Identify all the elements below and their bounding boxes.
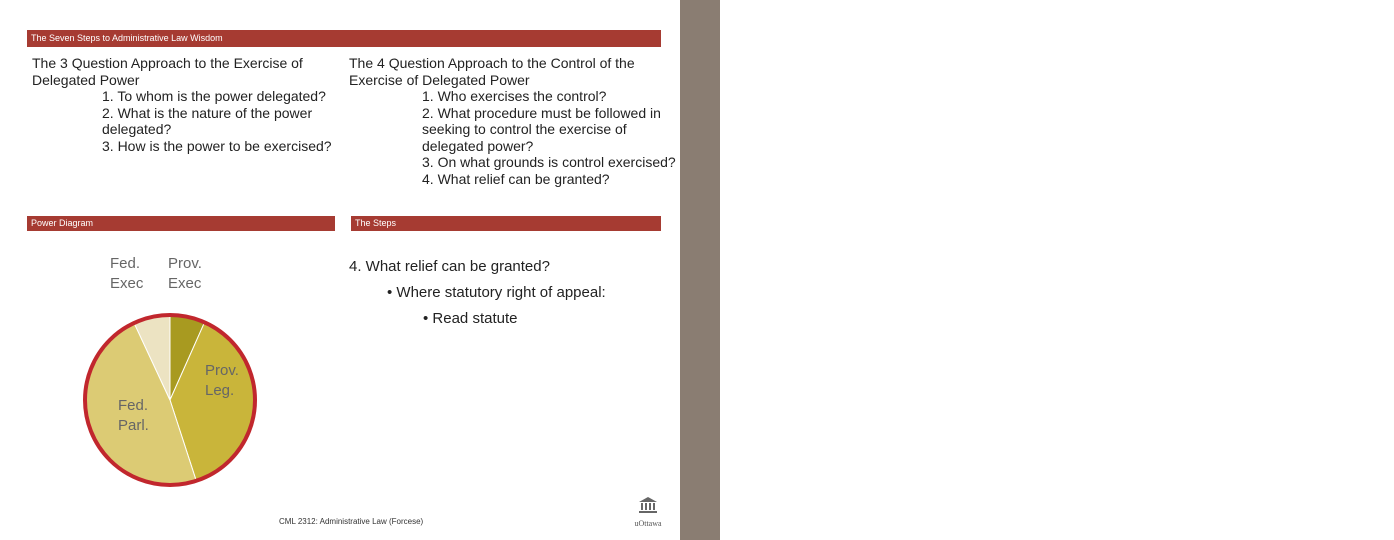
- right-item: 3. On what grounds is control exercised?: [422, 154, 676, 170]
- side-title: S etting the S tage: [900, 171, 1394, 190]
- steps-bar: [351, 216, 661, 231]
- power-diagram-bar: [27, 216, 335, 231]
- right-column: [349, 55, 679, 187]
- steps-line: • Read statute: [423, 310, 518, 327]
- left-item: 1. To whom is the power delegated?: [102, 88, 326, 104]
- slice-label: Fed. Parl.: [118, 397, 149, 434]
- slice-label: Prov. Leg.: [205, 362, 239, 399]
- logo-text: uOttawa: [634, 519, 662, 528]
- steps-line: • Where statutory right of appeal:: [387, 284, 606, 301]
- right-item: 1. Who exercises the control?: [422, 88, 607, 104]
- university-logo: [626, 496, 670, 532]
- left-item: 2. What is the nature of the power delegated?: [102, 104, 313, 137]
- steps-label: The Steps: [355, 218, 397, 228]
- power-diagram-label: Power Diagram: [31, 218, 94, 228]
- footer-course: CML 2312: Administrative Law (Forcese): [279, 517, 424, 526]
- steps-line: 4. What relief can be granted?: [349, 258, 550, 275]
- header-bar: [27, 30, 661, 47]
- slice-label: Fed. Exec: [110, 255, 144, 292]
- power-diagram: [80, 240, 260, 540]
- left-heading: The 3 Question Approach to the Exercise of Delegated Power: [32, 55, 303, 88]
- right-item: 4. What relief can be granted?: [422, 170, 610, 187]
- left-item: 3. How is the power to be exercised?: [102, 137, 332, 154]
- steps-content: [349, 254, 606, 332]
- building-icon: [638, 496, 658, 514]
- right-item: 2. What procedure must be followed in seeking to control the exercise of delegated power?: [422, 104, 661, 154]
- slice-label: Prov. Exec: [168, 255, 202, 292]
- right-heading: The 4 Question Approach to the Control of the Exercise of Delegated Power: [349, 55, 635, 88]
- header-title: The Seven Steps to Administrative Law Wisdom: [31, 33, 223, 43]
- left-column: [32, 55, 347, 154]
